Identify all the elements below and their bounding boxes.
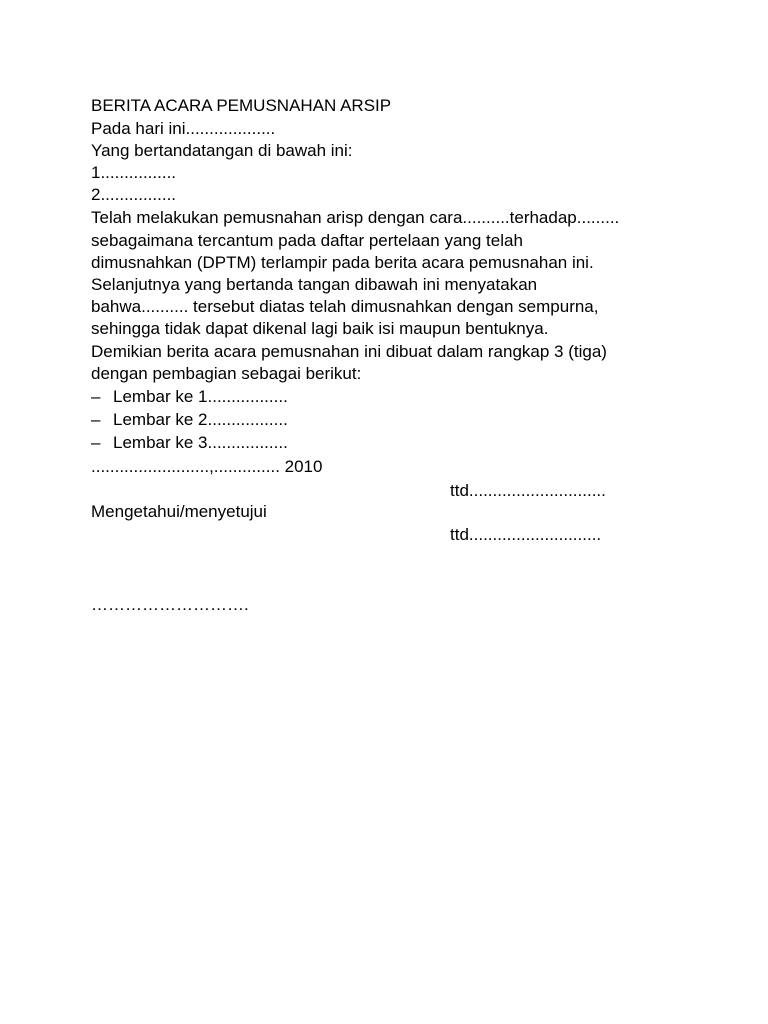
list-dash: – <box>91 387 101 406</box>
document-title: BERITA ACARA PEMUSNAHAN ARSIP <box>91 96 392 115</box>
bottom-signature-line: ………………………. <box>91 595 249 614</box>
list-item <box>91 409 288 431</box>
list-item-label: Lembar ke 3................. <box>113 433 288 452</box>
list-item-label: Lembar ke 1................. <box>113 387 288 406</box>
list-item-label: Lembar ke 2................. <box>113 410 288 429</box>
text-line-body-8: dengan pembagian sebagai berikut: <box>91 364 362 383</box>
text-line-signatory-1: 1................ <box>91 163 177 182</box>
text-line-body-4: Selanjutnya yang bertanda tangan dibawah ini menyatakan <box>91 275 538 294</box>
text-line-body-3: dimusnahkan (DPTM) terlampir pada berita acara pemusnahan ini. <box>91 253 594 272</box>
acknowledge-label: Mengetahui/menyetujui <box>91 502 267 521</box>
list-item <box>91 432 288 454</box>
list-item <box>91 386 288 408</box>
text-line-body-2: sebagaimana tercantum pada daftar pertelaan yang telah <box>91 231 523 250</box>
text-line-signatory-2: 2................ <box>91 185 177 204</box>
list-dash: – <box>91 410 101 429</box>
text-line-body-6: sehingga tidak dapat dikenal lagi baik isi maupun bentuknya. <box>91 319 549 338</box>
text-line-body-1: Telah melakukan pemusnahan arisp dengan cara..........terhadap......... <box>91 208 620 227</box>
signature-line-2: ttd............................ <box>450 525 602 544</box>
text-line-day: Pada hari ini................... <box>91 119 276 138</box>
list-dash: – <box>91 433 101 452</box>
text-line-signatories: Yang bertandatangan di bawah ini: <box>91 141 353 160</box>
text-line-body-5: bahwa.......... tersebut diatas telah dimusnahkan dengan sempurna, <box>91 297 599 316</box>
text-line-body-7: Demikian berita acara pemusnahan ini dibuat dalam rangkap 3 (tiga) <box>91 342 607 361</box>
date-line: .........................,.............. 2010 <box>91 457 323 476</box>
signature-line-1: ttd............................. <box>450 481 606 500</box>
